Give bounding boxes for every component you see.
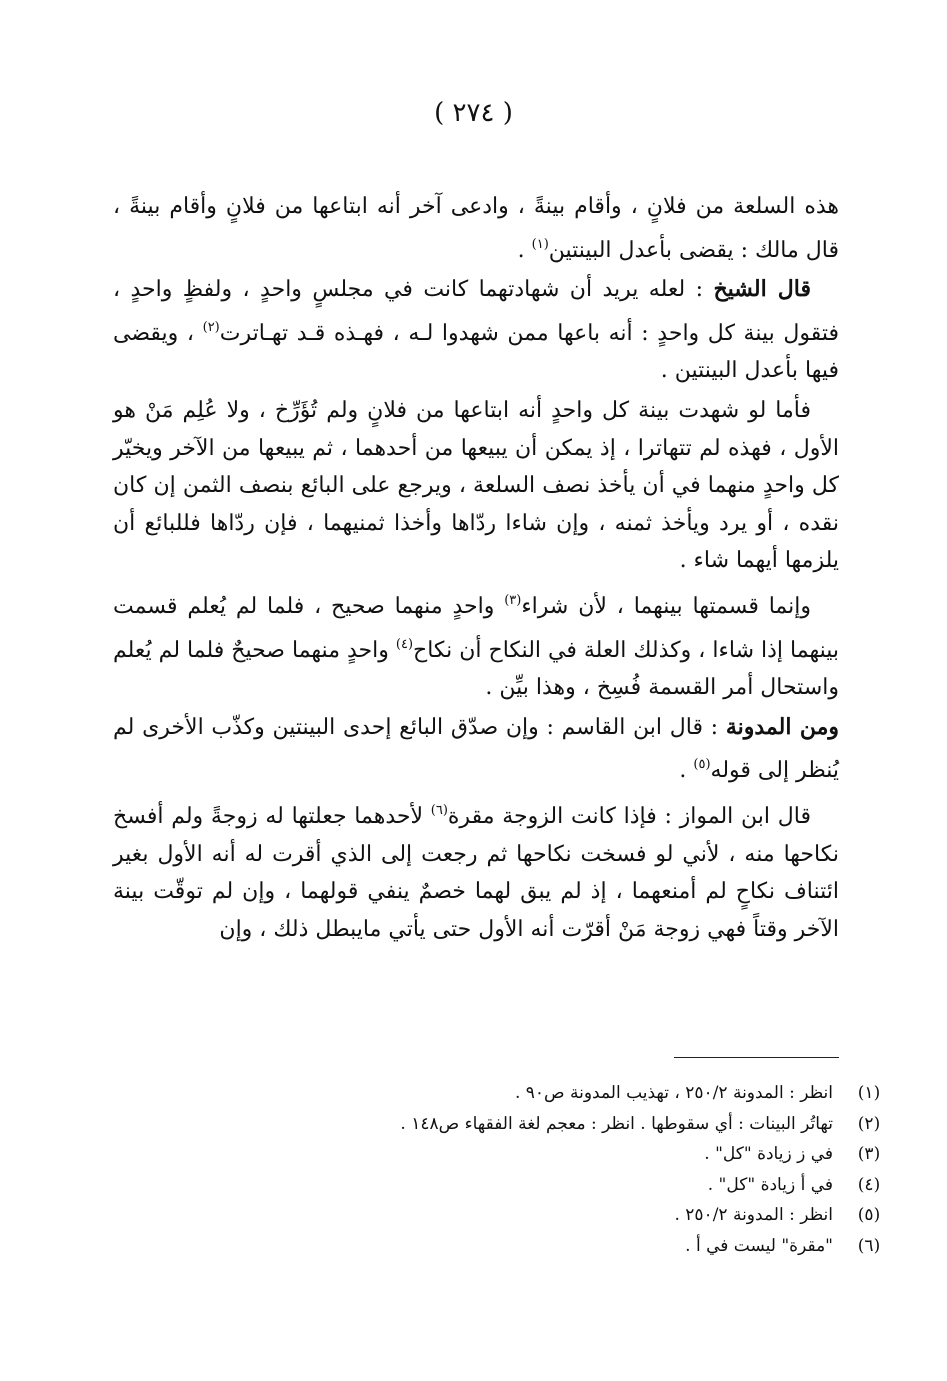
footnote-text: "مقرة" ليست في أ . (685, 1235, 833, 1256)
footnote-ref-2: (٢) (202, 319, 220, 335)
paragraph-2-text-a: : لعله يريد أن شهادتهما كانت في مجلسٍ واحدٍ ، ولفظٍ واحدٍ ، فتقول بينة كل واحدٍ : أنه باعها ممن شهدوا لـه ، فهـذه قـد تهـاترت (113, 277, 839, 346)
footnote-number: (٦) (857, 1235, 881, 1256)
paragraph-5-text-a: : قال ابن القاسم : وإن صدّق البائع إحدى البينتين وكذّب الأخرى لم يُنظر إلى قوله (113, 714, 839, 784)
main-text (113, 188, 839, 948)
paragraph-6 (113, 792, 839, 948)
footnote-text: في ز زيادة "كل" . (704, 1144, 833, 1164)
footnotes (95, 1078, 895, 1261)
footnote-text: انظر : المدونة ٢٥٠/٢ ، تهذيب المدونة ص٩٠ . (514, 1083, 833, 1103)
paragraph-2-lead: قال الشيخ (713, 276, 811, 303)
paragraph-5 (113, 709, 839, 790)
footnote-ref-5: (٥) (693, 757, 711, 773)
paragraph-4-text-c: واحدٍ منهما صحيحٌ فلما لم يُعلم واستحال أمر القسمة فُسِخ ، وهذا بيِّن . (113, 637, 839, 701)
footnote-ref-6: (٦) (430, 802, 448, 818)
footnote-number: (٣) (857, 1144, 881, 1164)
footnote-3 (95, 1139, 895, 1170)
paragraph-4-text-b: واحدٍ منهما صحيح ، فلما لم يُعلم قسمت بينهما إذا شاءا ، وكذلك العلة في النكاح أن نكاح (113, 593, 840, 663)
footnote-ref-1: (١) (531, 236, 549, 252)
page-number: ( ٢٧٤ ) (434, 98, 513, 128)
footnote-1 (95, 1078, 895, 1109)
footnote-2 (95, 1109, 895, 1140)
footnote-4 (95, 1170, 895, 1201)
footnote-number: (٤) (857, 1174, 881, 1195)
footnote-text: تهاتُر البينات : أي سقوطها . انظر : معجم لغة الفقهاء ص١٤٨ . (400, 1113, 833, 1134)
paragraph-4 (113, 582, 839, 707)
paragraph-6-text-a: قال ابن المواز : فإذا كانت الزوجة مقرة (447, 803, 811, 829)
paragraph-4-text-a: وإنما قسمتها بينهما ، لأن شراء (521, 593, 811, 619)
paragraph-2-text-b: ، ويقضى فيها بأعدل البينتين . (113, 320, 839, 384)
footnote-ref-3: (٣) (504, 592, 522, 608)
footnote-text: انظر : المدونة ٢٥٠/٢ . (674, 1205, 833, 1225)
footnote-5 (95, 1200, 895, 1231)
paragraph-6-text-b: لأحدهما جعلتها له زوجةً ولم أفسخ نكاحها منه ، لأني لو فسخت نكاحها ثم رجعت إلى الذي أقرت له أنه الأول بغير ائتناف نكاحٍ لم أمنعهما ، إذ لم يبق لهما خصمٌ ينفي قولهما ، وإن لم توقّت بينة الآخر وقتاً فهي زوجة مَنْ أقرّت أنه الأول حتى يأتي مايبطل ذلك ، وإن (113, 803, 839, 942)
footnote-ref-4: (٤) (395, 636, 414, 652)
paragraph-1-text-b: . (517, 237, 532, 263)
footnote-divider (674, 1057, 839, 1058)
footnote-number: (١) (857, 1083, 881, 1103)
paragraph-2 (113, 271, 839, 390)
paragraph-1 (113, 188, 839, 269)
footnote-number: (٢) (857, 1113, 881, 1134)
footnote-6 (95, 1231, 895, 1262)
paragraph-3 (113, 392, 839, 580)
footnote-number: (٥) (857, 1205, 881, 1225)
paragraph-5-lead: ومن المدونة (725, 713, 839, 740)
paragraph-3-text: فأما لو شهدت بينة كل واحدٍ أنه ابتاعها من فلانٍ ولم تُؤَرِّخ ، ولا عُلِم مَنْ هو الأول ، فهذه لم تتهاترا ، إذ يمكن أن يبيعها من أحدهما ، ثم يبيعها من الآخر ويخيّر كل واحدٍ منهما في أن يأخذ نصف السلعة ، ويرجع على البائع بنصف الثمن إن كان نقده ، أو يرد ويأخذ ثمنه ، وإن شاءا ردّاها وأخذا ثمنيهما ، فإن ردّاها فللبائع أن يلزمها أيهما شاء . (113, 397, 839, 574)
paragraph-5-text-b: . (679, 758, 694, 784)
footnote-text: في أ زيادة "كل" . (707, 1174, 833, 1195)
paragraph-1-text-a: هذه السلعة من فلانٍ ، وأقام بينةً ، وادعى آخر أنه ابتاعها من فلانٍ وأقام بينةً ، قال مالك : يقضى بأعدل البينتين (113, 194, 839, 263)
